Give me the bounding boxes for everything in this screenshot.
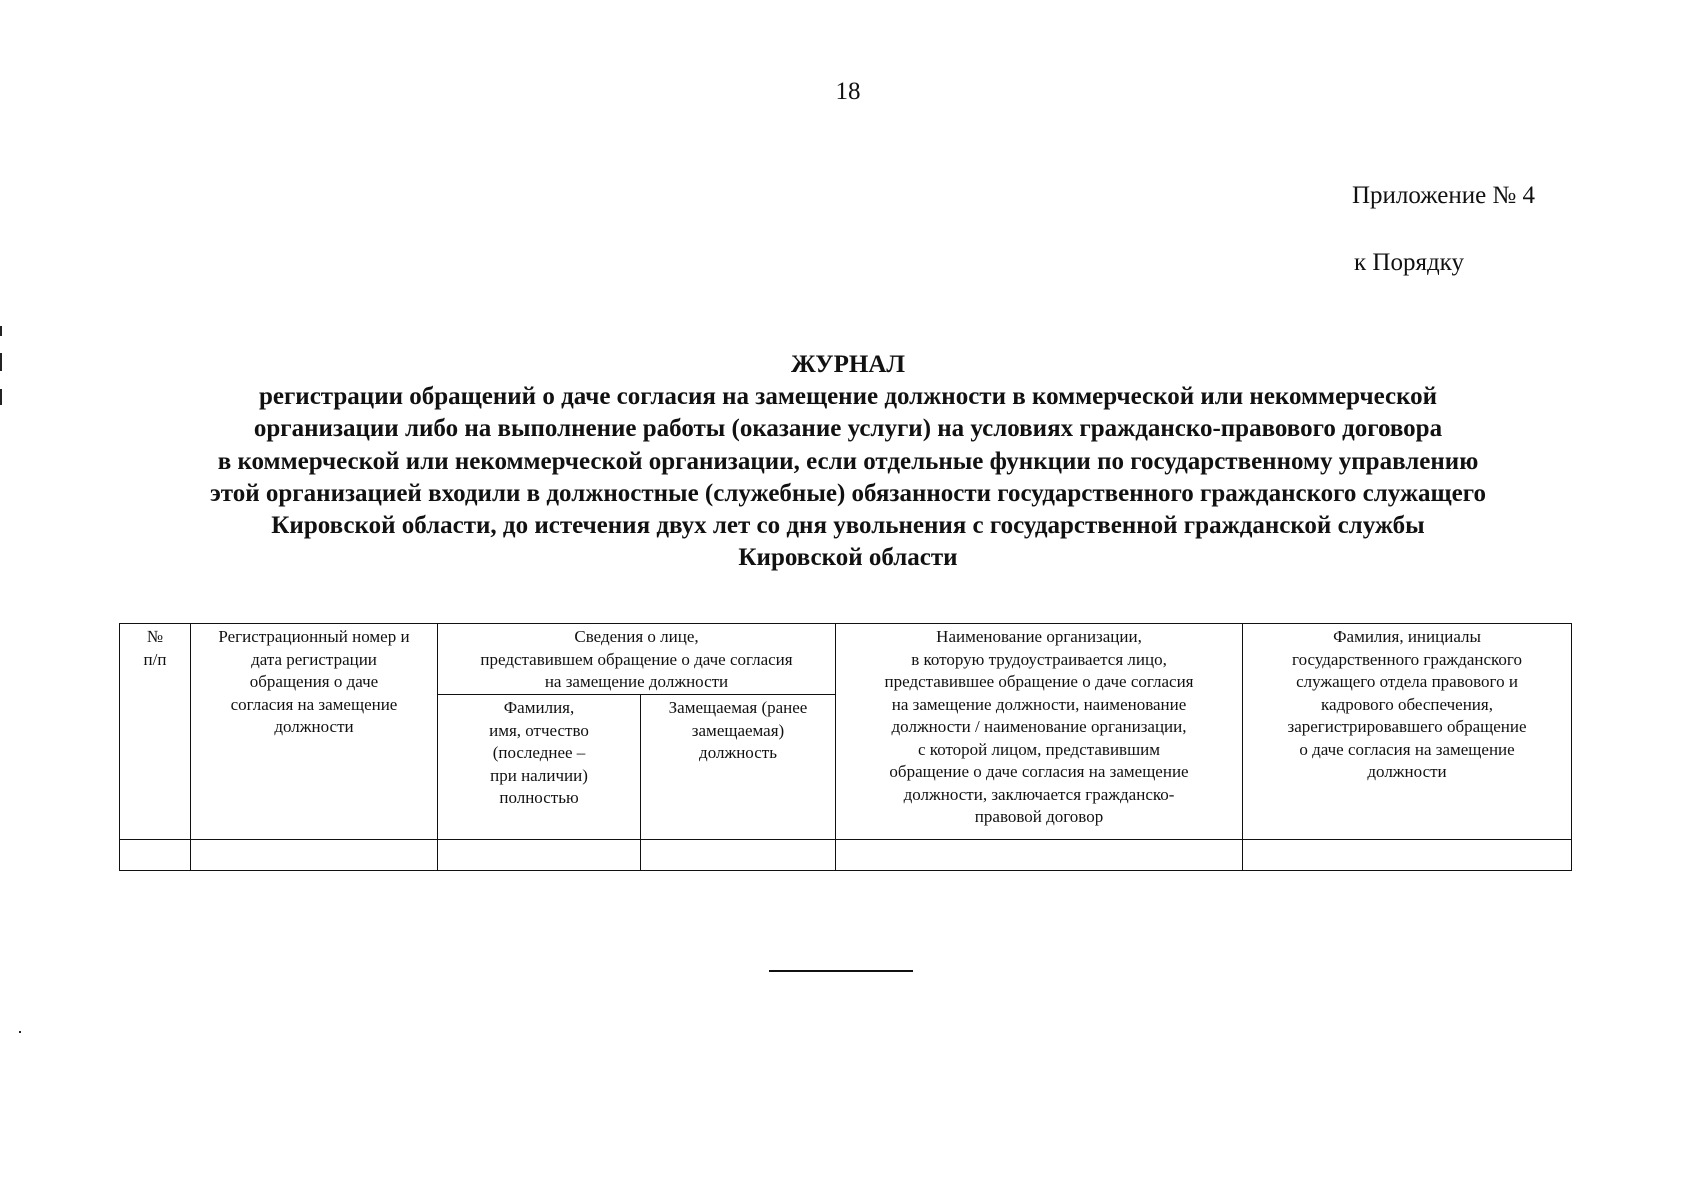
header-text-line: правовой договор <box>974 807 1104 826</box>
subtitle-line: организации либо на выполнение работы (оказание услуги) на условиях гражданско-правового договора <box>253 415 1443 443</box>
header-text-line: Фамилия, <box>503 698 575 717</box>
scan-mark <box>0 353 2 371</box>
header-text-line: при наличии) <box>490 765 588 785</box>
header-text-line: должности <box>274 717 354 736</box>
header-text-line: должность <box>699 743 777 762</box>
subtitle-line: регистрации обращений о даче согласия на замещение должности в коммерческой или некоммерческой <box>258 383 1438 410</box>
scan-mark <box>19 1031 21 1033</box>
end-separator <box>769 970 913 972</box>
journal-table <box>119 623 1572 871</box>
header-text-line: на замещение должности <box>544 672 729 691</box>
header-text-line: Фамилия, инициалы <box>1333 627 1481 646</box>
header-text-line: согласия на замещение <box>230 694 398 714</box>
header-text-line: дата регистрации <box>251 649 377 669</box>
header-text-line: должности <box>1367 762 1447 781</box>
header-text-line: зарегистрировавшего обращение <box>1287 717 1527 736</box>
header-text-line: Сведения о лице, <box>574 627 699 646</box>
header-text-line: кадрового обеспечения, <box>1321 694 1493 714</box>
appendix-label: Приложение № 4 <box>1352 182 1536 209</box>
header-text-line: Замещаемая (ранее <box>668 698 808 717</box>
header-text-line: № <box>146 627 164 646</box>
header-text-line: (последнее – <box>492 743 586 762</box>
header-text-line: Наименование организации, <box>936 627 1142 646</box>
table-cell <box>438 840 641 871</box>
header-text-line: служащего отдела правового и <box>1296 672 1518 691</box>
header-text-line: обращения о даче <box>249 672 379 691</box>
header-text-line: п/п <box>143 649 167 669</box>
table-row <box>120 840 1572 871</box>
subtitle-line: Кировской области, до истечения двух лет со дня увольнения с государственной гражданской службы <box>271 512 1425 540</box>
table-cell <box>1243 840 1572 871</box>
header-text-line: полностью <box>499 788 579 807</box>
page-number: 18 <box>835 78 861 105</box>
header-text-line: представившее обращение о даче согласия <box>884 672 1194 691</box>
table-cell <box>836 840 1243 871</box>
document-subtitle <box>0 381 1696 575</box>
table-cell <box>191 840 438 871</box>
header-text-line: на замещение должности, наименование <box>891 694 1187 714</box>
table-cell <box>641 840 836 871</box>
scan-mark <box>0 389 2 405</box>
header-text-line: замещаемая) <box>691 720 785 740</box>
document-title: ЖУРНАЛ <box>790 351 906 378</box>
header-text-line: должности, заключается гражданско- <box>903 784 1175 804</box>
header-text-line: имя, отчество <box>489 720 589 740</box>
appendix-reference: к Порядку <box>1354 249 1464 276</box>
subtitle-line: этой организацией входили в должностные (служебные) обязанности государственного гражданского служащего <box>210 479 1486 507</box>
header-text-line: должности / наименование организации, <box>891 717 1187 736</box>
header-organization <box>836 624 1243 840</box>
table-cell <box>120 840 191 871</box>
header-text-line: в которую трудоустраивается лицо, <box>911 649 1167 669</box>
scan-mark <box>0 326 2 336</box>
header-text-line: с которой лицом, представившим <box>918 739 1161 759</box>
header-text-line: государственного гражданского <box>1292 649 1522 669</box>
header-person-position <box>641 695 836 840</box>
header-number <box>120 624 191 840</box>
header-text-line: о даче согласия на замещение <box>1299 739 1515 759</box>
header-text-line: Регистрационный номер и <box>218 627 410 646</box>
header-person-name <box>438 695 641 840</box>
subtitle-line: Кировской области <box>738 544 958 572</box>
header-text-line: представившем обращение о даче согласия <box>480 649 793 669</box>
header-registration <box>191 624 438 840</box>
header-person-group <box>438 624 836 695</box>
table-header-row <box>120 624 1572 695</box>
header-registrar <box>1243 624 1572 840</box>
header-text-line: обращение о даче согласия на замещение <box>889 762 1189 781</box>
subtitle-line: в коммерческой или некоммерческой организации, если отдельные функции по государственному управлению <box>217 447 1479 475</box>
